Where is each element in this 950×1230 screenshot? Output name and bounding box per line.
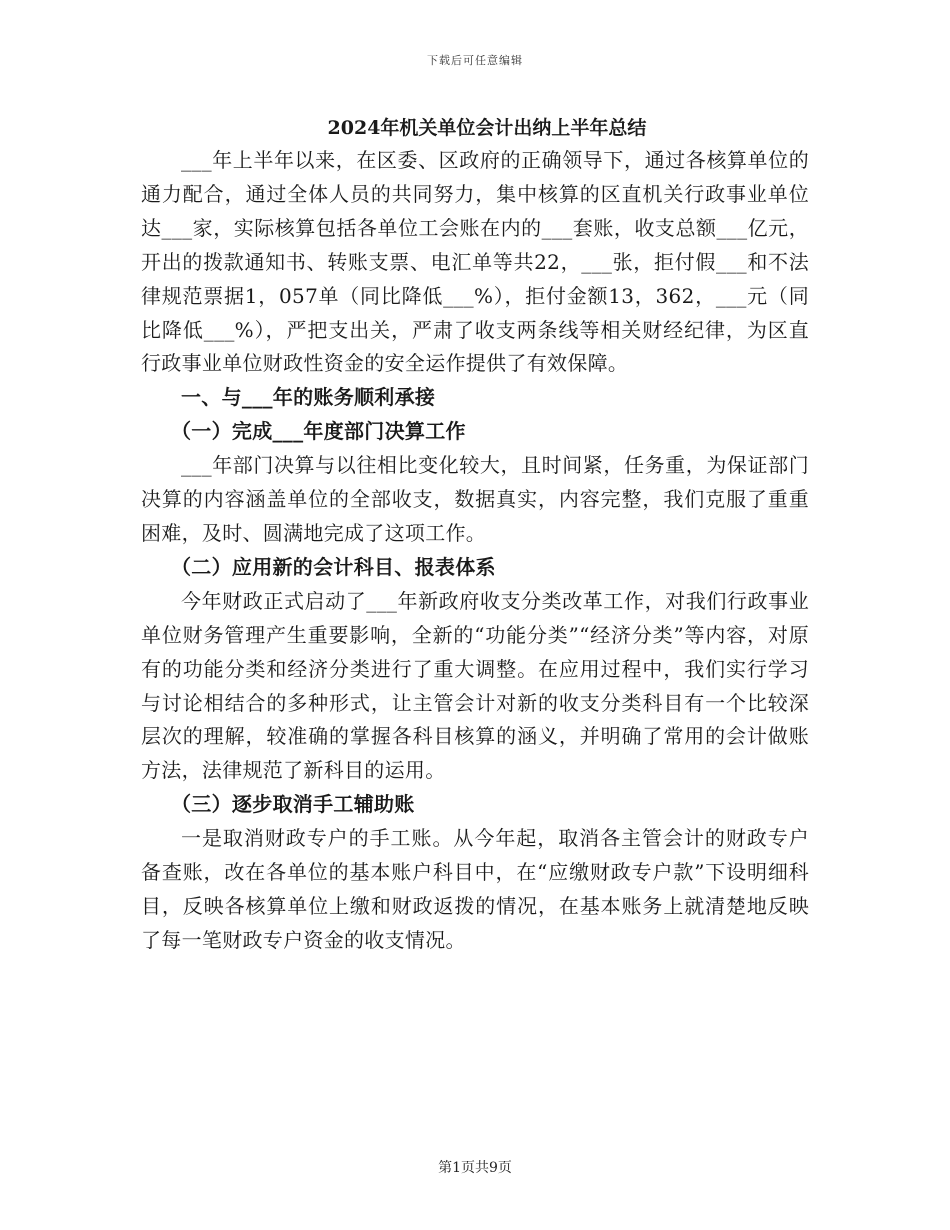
subsection-2-heading: （二）应用新的会计科目、报表体系 <box>171 554 496 579</box>
section-1-heading: 一、与___年的账务顺利承接 <box>181 385 436 410</box>
header-note: 下载后可任意编辑 <box>427 54 523 67</box>
document-body <box>141 112 809 958</box>
subsection-1-heading: （一）完成___年度部门决算工作 <box>171 419 466 444</box>
subsection-3-heading: （三）逐步取消手工辅助账 <box>171 792 415 817</box>
intro-paragraph: ___年上半年以来，在区委、区政府的正确领导下，通过各核算单位的通力配合，通过全体人员的共同努力，集中核算的区直机关行政事业单位达___家，实际核算包括各单位工会账在内的___套账，收支总额___亿元，开出的拨款通知书、转账支票、电汇单等共22，___张，拒付假___和不法律规范票据1，057单（同比降低___%），拒付金额13，362，___元（同比降低___%），严把支出关，严肃了收支两条线等相关财经纪律，为区直行政事业单位财政性资金的安全运作提供了有效保障。 <box>141 148 809 376</box>
page-number: 第1页共9页 <box>438 1160 512 1176</box>
document-title: 2024年机关单位会计出纳上半年总结 <box>327 117 647 139</box>
subsection-2-body: 今年财政正式启动了___年新政府收支分类改革工作，对我们行政事业单位财务管理产生重要影响，全新的“功能分类”“经济分类”等内容，对原有的功能分类和经济分类进行了重大调整。在应用过程中，我们实行学习与讨论相结合的多种形式，让主管会计对新的收支分类科目有一个比较深层次的理解，较准确的掌握各科目核算的涵义，并明确了常用的会计做账方法，法律规范了新科目的运用。 <box>141 588 809 783</box>
subsection-1-body: ___年部门决算与以往相比变化较大，且时间紧，任务重，为保证部门决算的内容涵盖单位的全部收支，数据真实，内容完整，我们克服了重重困难，及时、圆满地完成了这项工作。 <box>141 453 809 545</box>
subsection-3-body: 一是取消财政专户的手工账。从今年起，取消各主管会计的财政专户备查账，改在各单位的基本账户科目中，在“应缴财政专户款”下设明细科目，反映各核算单位上缴和财政返拨的情况，在基本账务上就清楚地反映了每一笔财政专户资金的收支情况。 <box>141 826 809 952</box>
